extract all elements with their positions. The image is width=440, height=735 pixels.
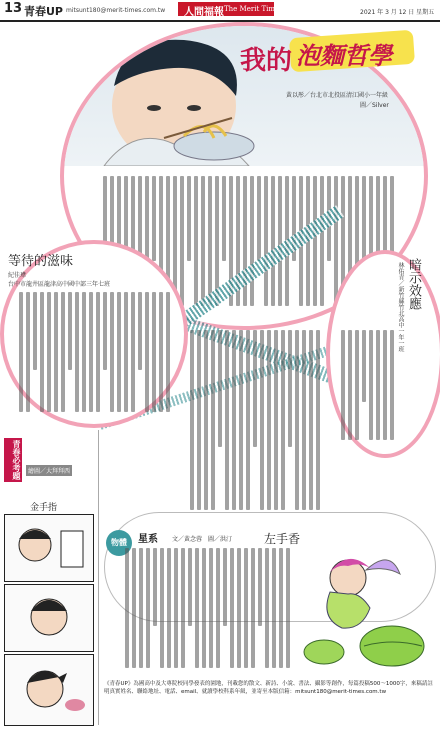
- text-column: [19, 292, 23, 412]
- header-rule: [0, 20, 440, 22]
- text-column: [230, 548, 234, 668]
- text-column: [244, 548, 248, 668]
- text-column: [152, 292, 156, 412]
- text-column: [103, 292, 107, 370]
- text-column: [288, 330, 292, 447]
- lower-article-subtitle: 左手香: [264, 532, 301, 546]
- text-column: [138, 292, 142, 370]
- text-column: [159, 292, 163, 412]
- text-column: [110, 292, 114, 412]
- lower-article-body: [120, 548, 290, 668]
- text-column: [75, 292, 79, 412]
- text-column: [181, 548, 185, 668]
- lower-article-author: 文／黃念蓉 圖／洪汀: [172, 536, 233, 543]
- text-column: [54, 292, 58, 412]
- text-column: [47, 292, 51, 412]
- text-column: [267, 330, 271, 510]
- text-column: [271, 176, 275, 306]
- text-column: [369, 330, 373, 440]
- text-column: [355, 330, 359, 440]
- text-column: [82, 292, 86, 412]
- main-article-illustrator: 圖／Silver: [360, 102, 389, 109]
- text-column: [348, 330, 352, 440]
- text-column: [187, 176, 191, 261]
- text-column: [197, 330, 201, 510]
- right-article-title: 暗示效應: [406, 258, 421, 310]
- text-column: [204, 330, 208, 510]
- comic-character-illustration: [5, 655, 93, 725]
- text-column: [61, 292, 65, 412]
- text-column: [167, 548, 171, 668]
- text-column: [279, 548, 283, 668]
- text-column: [246, 330, 250, 510]
- page-number: 13: [4, 1, 23, 16]
- text-column: [166, 292, 170, 412]
- text-column: [250, 176, 254, 306]
- text-column: [160, 548, 164, 668]
- text-column: [190, 330, 194, 510]
- comic-panel: [4, 654, 94, 726]
- left-article-author: 紀佳瑋: [8, 272, 27, 279]
- comic-title: 金手指: [30, 503, 58, 513]
- text-column: [139, 548, 143, 668]
- text-column: [281, 330, 285, 510]
- text-column: [239, 330, 243, 510]
- submission-notice: 《青春UP》為國高中及大專院校同學發表的園地，刊載您的散文、新詩、小說、書法、攝影等創作，每篇投稿500～1000字，來稿請註明真實姓名、聯絡地址、電話、email、就讀學校科系年級，並寄至本版信箱：mitsunt180@merit-times.com.tw: [104, 681, 433, 695]
- text-column: [40, 292, 44, 412]
- text-column: [286, 548, 290, 668]
- text-column: [209, 548, 213, 668]
- text-column: [202, 548, 206, 668]
- text-column: [33, 292, 37, 370]
- comic-credit: 繪圖／大拜拜西: [26, 465, 72, 476]
- text-column: [316, 330, 320, 510]
- lower-article-title: 星系: [138, 534, 158, 545]
- center-article-body: [186, 330, 320, 510]
- issue-date: 2021 年 3 月 12 日 星期五: [360, 9, 435, 16]
- text-column: [302, 330, 306, 510]
- text-column: [117, 292, 121, 412]
- fairy-leaf-illustration: [300, 548, 430, 674]
- main-article-title-b: 泡麵哲學: [296, 42, 392, 70]
- section-email: mitsunt180@merit-times.com.tw: [66, 7, 166, 14]
- text-column: [264, 176, 268, 306]
- left-article-body: [10, 292, 170, 412]
- text-column: [309, 330, 313, 510]
- text-column: [260, 330, 264, 510]
- lower-article-tag: 物體: [106, 530, 132, 556]
- text-column: [390, 330, 394, 440]
- text-column: [89, 292, 93, 412]
- text-column: [125, 548, 129, 668]
- text-column: [362, 176, 366, 261]
- text-column: [131, 292, 135, 412]
- text-column: [152, 176, 156, 261]
- text-column: [362, 330, 366, 402]
- text-column: [225, 330, 229, 510]
- text-column: [257, 176, 261, 261]
- left-article-school: 台中市龍井區龍津高中國中部三年七班: [8, 281, 111, 288]
- text-column: [132, 548, 136, 668]
- text-column: [124, 292, 128, 412]
- comic-character-illustration: [5, 585, 93, 651]
- text-column: [216, 548, 220, 668]
- paper-logo-en: The Merit Times: [224, 5, 283, 13]
- text-column: [251, 548, 255, 668]
- text-column: [253, 330, 257, 447]
- text-column: [153, 548, 157, 626]
- text-column: [376, 330, 380, 440]
- right-article-body: [334, 330, 394, 440]
- text-column: [26, 292, 30, 412]
- text-column: [223, 548, 227, 626]
- comic-panel: [4, 514, 94, 582]
- text-column: [218, 330, 222, 447]
- paper-logo-zh: 人間福報: [184, 7, 224, 18]
- text-column: [341, 330, 345, 440]
- text-column: [383, 330, 387, 440]
- text-column: [232, 330, 236, 510]
- main-article-byline: 黃以彤／台北市北投區清江國小一年級: [286, 92, 389, 99]
- text-column: [211, 330, 215, 510]
- comic-tag: 青春必考題: [4, 438, 22, 482]
- text-column: [96, 292, 100, 412]
- text-column: [313, 176, 317, 306]
- section-title: 青春UP: [24, 5, 63, 18]
- text-column: [237, 548, 241, 668]
- text-column: [265, 548, 269, 668]
- main-article-title-a: 我的: [240, 46, 293, 76]
- left-article-title: 等待的滋味: [8, 254, 74, 269]
- text-column: [188, 548, 192, 626]
- text-column: [174, 548, 178, 668]
- text-column: [278, 176, 282, 306]
- text-column: [272, 548, 276, 668]
- text-column: [180, 176, 184, 306]
- text-column: [68, 292, 72, 370]
- text-column: [146, 548, 150, 668]
- comic-panel: [4, 584, 94, 652]
- text-column: [145, 292, 149, 412]
- text-column: [195, 548, 199, 668]
- text-column: [208, 176, 212, 306]
- text-column: [274, 330, 278, 510]
- text-column: [320, 176, 324, 306]
- text-column: [222, 176, 226, 261]
- text-column: [258, 548, 262, 626]
- text-column: [201, 176, 205, 306]
- right-article-author: 林佑青／新竹縣竹北高中一年一班: [397, 262, 404, 352]
- text-column: [334, 176, 338, 306]
- comic-character-illustration: [5, 515, 93, 581]
- text-column: [194, 176, 198, 306]
- text-column: [295, 330, 299, 510]
